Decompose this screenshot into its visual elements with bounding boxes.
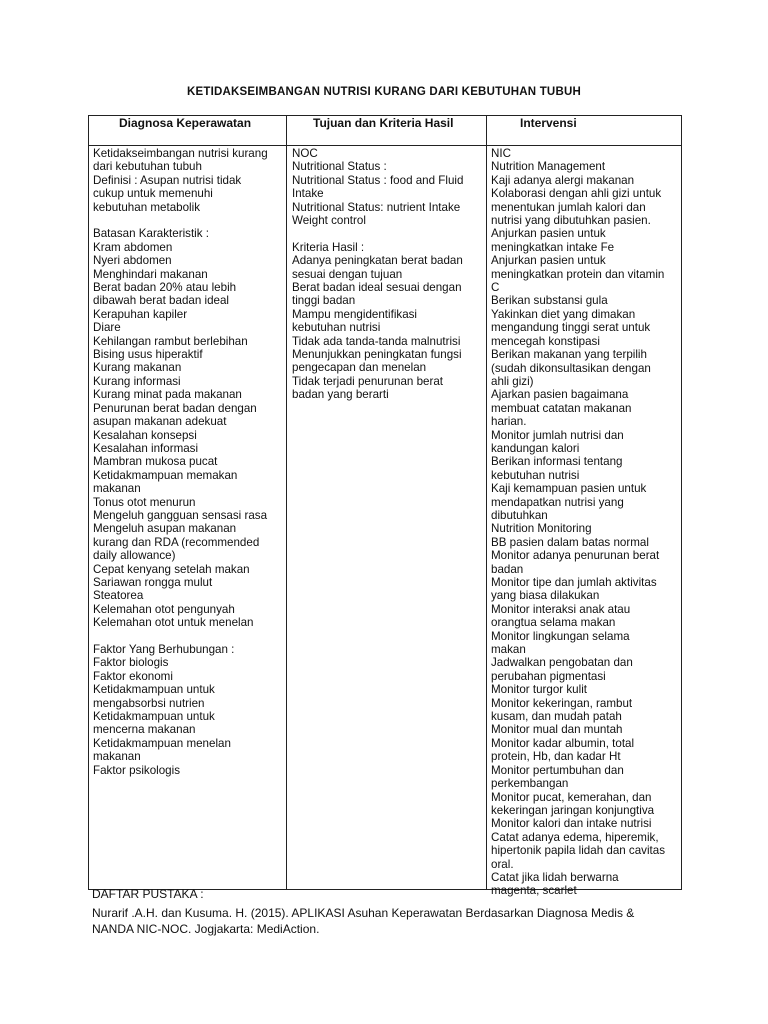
header-tujuan: Tujuan dan Kriteria Hasil bbox=[313, 116, 454, 130]
tujuan-line: Nutritional Status : bbox=[292, 160, 387, 174]
intervensi-line: Monitor kekeringan, rambut bbox=[491, 696, 633, 710]
intervensi-line: Berikan makanan yang terpilih bbox=[491, 348, 647, 362]
header-diagnosa: Diagnosa Keperawatan bbox=[119, 116, 252, 130]
tujuan-cell bbox=[292, 147, 463, 402]
diagnosa-line: Menghindari makanan bbox=[93, 267, 208, 281]
intervensi-line: menentukan jumlah kalori dan bbox=[491, 200, 646, 214]
intervensi-line: makan bbox=[491, 643, 526, 657]
diagnosa-line: Mengeluh gangguan sensasi rasa bbox=[93, 508, 268, 522]
intervensi-line: C bbox=[491, 281, 500, 295]
diagnosa-line: Ketidakmampuan untuk bbox=[93, 710, 215, 724]
diagnosa-line: kebutuhan metabolik bbox=[93, 200, 200, 214]
intervensi-line: membuat catatan makanan bbox=[491, 401, 632, 415]
intervensi-line: Monitor kadar albumin, total bbox=[491, 736, 635, 750]
diagnosa-line: Steatorea bbox=[93, 589, 144, 603]
intervensi-line: Monitor interaksi anak atau bbox=[491, 602, 631, 616]
diagnosa-line: mengabsorbsi nutrien bbox=[93, 696, 205, 710]
diagnosa-line: Faktor ekonomi bbox=[93, 669, 173, 683]
diagnosa-line: Kerapuhan kapiler bbox=[93, 307, 188, 321]
intervensi-line: dibutuhkan bbox=[491, 508, 548, 522]
tujuan-line: Mampu mengidentifikasi bbox=[292, 307, 418, 321]
tujuan-line: tinggi badan bbox=[292, 294, 356, 308]
intervensi-line: Nutrition Monitoring bbox=[491, 522, 592, 536]
intervensi-line: Monitor turgor kulit bbox=[491, 683, 588, 697]
diagnosa-line: makanan bbox=[93, 750, 141, 764]
intervensi-line: kekeringan jaringan konjungtiva bbox=[491, 803, 655, 817]
diagnosa-line: Kurang informasi bbox=[93, 374, 181, 388]
diagnosa-line: Kram abdomen bbox=[93, 240, 173, 254]
intervensi-line: hipertonik papila lidah dan cavitas bbox=[491, 844, 666, 858]
page-title: KETIDAKSEIMBANGAN NUTRISI KURANG DARI KEBUTUHAN TUBUH bbox=[187, 86, 581, 98]
intervensi-cell bbox=[491, 147, 665, 898]
diagnosa-line: Sariawan rongga mulut bbox=[93, 575, 213, 589]
tujuan-line: Intake bbox=[292, 187, 324, 201]
tujuan-line: Nutritional Status : food and Fluid bbox=[292, 173, 464, 187]
diagnosa-line: Kelemahan otot pengunyah bbox=[93, 602, 235, 616]
intervensi-line: magenta, scarlet bbox=[491, 884, 577, 898]
intervensi-line: BB pasien dalam batas normal bbox=[491, 535, 649, 549]
tujuan-line: pengecapan dan menelan bbox=[292, 361, 427, 375]
intervensi-line: Anjurkan pasien untuk bbox=[491, 254, 606, 268]
diagnosa-line: cukup untuk memenuhi bbox=[93, 187, 213, 201]
intervensi-line: perkembangan bbox=[491, 777, 569, 791]
tujuan-line: kebutuhan nutrisi bbox=[292, 321, 381, 335]
intervensi-line: Monitor pucat, kemerahan, dan bbox=[491, 790, 652, 804]
intervensi-line: perubahan pigmentasi bbox=[491, 669, 606, 683]
diagnosa-line: Berat badan 20% atau lebih bbox=[93, 281, 237, 295]
intervensi-line: mengandung tinggi serat untuk bbox=[491, 321, 651, 335]
intervensi-line: Nutrition Management bbox=[491, 160, 606, 174]
intervensi-line: Anjurkan pasien untuk bbox=[491, 227, 606, 241]
intervensi-line: oral. bbox=[491, 857, 514, 871]
diagnosa-line: dibawah berat badan ideal bbox=[93, 294, 230, 308]
intervensi-line: (sudah dikonsultasikan dengan bbox=[491, 361, 651, 375]
diagnosa-line: Mambran mukosa pucat bbox=[93, 455, 218, 469]
diagnosa-line: Ketidakseimbangan nutrisi kurang bbox=[93, 147, 268, 160]
diagnosa-line: Diare bbox=[93, 321, 121, 335]
intervensi-line: orangtua selama makan bbox=[491, 616, 616, 630]
intervensi-line: ahli gizi) bbox=[491, 374, 534, 388]
diagnosa-line: Cepat kenyang setelah makan bbox=[93, 562, 250, 576]
tujuan-line: Berat badan ideal sesuai dengan bbox=[292, 281, 462, 295]
intervensi-line: kandungan kalori bbox=[491, 441, 580, 455]
diagnosa-line bbox=[93, 214, 268, 227]
intervensi-line: Jadwalkan pengobatan dan bbox=[491, 656, 633, 670]
column-divider bbox=[286, 116, 287, 889]
intervensi-line: protein, Hb, dan kadar Ht bbox=[491, 750, 621, 764]
diagnosa-line: makanan bbox=[93, 482, 141, 496]
intervensi-line: harian. bbox=[491, 415, 527, 429]
diagnosa-line: daily allowance) bbox=[93, 549, 176, 563]
tujuan-line: Tidak terjadi penurunan berat bbox=[292, 374, 444, 388]
intervensi-line: Yakinkan diet yang dimakan bbox=[491, 307, 636, 321]
intervensi-line: Monitor tipe dan jumlah aktivitas bbox=[491, 576, 657, 589]
diagnosa-line: Ketidakmampuan menelan bbox=[93, 736, 231, 750]
intervensi-line: kebutuhan nutrisi bbox=[491, 468, 580, 482]
intervensi-line: kusam, dan mudah patah bbox=[491, 710, 622, 724]
diagnosa-line: Kelemahan otot untuk menelan bbox=[93, 616, 254, 630]
diagnosa-line: Definisi : Asupan nutrisi tidak bbox=[93, 173, 242, 187]
diagnosa-line: Ketidakmampuan memakan bbox=[93, 468, 238, 482]
intervensi-line: badan bbox=[491, 562, 524, 576]
diagnosa-line: kurang dan RDA (recommended bbox=[93, 535, 260, 549]
header-intervensi: Intervensi bbox=[520, 116, 577, 130]
column-divider bbox=[486, 116, 487, 889]
intervensi-line: meningkatkan protein dan vitamin bbox=[491, 267, 665, 281]
diagnosa-line: Kurang minat pada makanan bbox=[93, 388, 242, 402]
intervensi-line: Monitor lingkungan selama bbox=[491, 629, 630, 643]
diagnosa-line: Penurunan berat badan dengan bbox=[93, 401, 257, 415]
intervensi-line: Monitor pertumbuhan dan bbox=[491, 763, 624, 777]
intervensi-line: Berikan substansi gula bbox=[491, 294, 608, 308]
tujuan-line: Nutritional Status: nutrient Intake bbox=[292, 200, 461, 214]
diagnosa-line: Ketidakmampuan untuk bbox=[93, 683, 215, 697]
intervensi-line: yang biasa dilakukan bbox=[491, 589, 600, 603]
diagnosa-line: Tonus otot menurun bbox=[93, 495, 196, 509]
diagnosa-line: Bising usus hiperaktif bbox=[93, 348, 203, 362]
diagnosa-line bbox=[93, 630, 268, 643]
tujuan-line: Menunjukkan peningkatan fungsi bbox=[292, 348, 462, 362]
intervensi-line: Berikan informasi tentang bbox=[491, 455, 623, 469]
diagnosa-line: Kurang makanan bbox=[93, 361, 182, 375]
diagnosa-line: dari kebutuhan tubuh bbox=[93, 160, 202, 174]
intervensi-line: Kaji kemampuan pasien untuk bbox=[491, 482, 647, 496]
tujuan-line bbox=[292, 227, 463, 240]
intervensi-line: mencegah konstipasi bbox=[491, 334, 600, 348]
diagnosa-line: mencerna makanan bbox=[93, 723, 196, 737]
intervensi-line: Catat jika lidah berwarna bbox=[491, 870, 619, 884]
intervensi-line: Ajarkan pasien bagaimana bbox=[491, 388, 629, 402]
intervensi-line: mendapatkan nutrisi yang bbox=[491, 495, 624, 509]
diagnosa-line: Batasan Karakteristik : bbox=[93, 227, 209, 241]
diagnosa-line: Kesalahan konsepsi bbox=[93, 428, 197, 442]
tujuan-line: Weight control bbox=[292, 214, 366, 228]
diagnosa-line: Mengeluh asupan makanan bbox=[93, 522, 237, 536]
reference-line: Nurarif .A.H. dan Kusuma. H. (2015). APLIKASI Asuhan Keperawatan Berdasarkan Diagnosa Medis & bbox=[92, 906, 635, 920]
diagnosa-cell bbox=[93, 147, 268, 777]
intervensi-line: Catat adanya edema, hiperemik, bbox=[491, 830, 659, 844]
intervensi-line: Kolaborasi dengan ahli gizi untuk bbox=[491, 187, 662, 201]
intervensi-line: NIC bbox=[491, 147, 511, 160]
tujuan-line: NOC bbox=[292, 147, 318, 160]
diagnosa-line: Kehilangan rambut berlebihan bbox=[93, 334, 248, 348]
tujuan-line: Tidak ada tanda-tanda malnutrisi bbox=[292, 334, 461, 348]
diagnosa-line: asupan makanan adekuat bbox=[93, 415, 227, 429]
intervensi-line: Monitor adanya penurunan berat bbox=[491, 549, 660, 563]
intervensi-line: nutrisi yang dibutuhkan pasien. bbox=[491, 214, 651, 228]
intervensi-line: Monitor kalori dan intake nutrisi bbox=[491, 817, 652, 831]
diagnosa-line: Faktor biologis bbox=[93, 656, 169, 670]
intervensi-line: meningkatkan intake Fe bbox=[491, 240, 615, 254]
reference-line: NANDA NIC-NOC. Jogjakarta: MediAction. bbox=[92, 921, 320, 936]
tujuan-line: sesuai dengan tujuan bbox=[292, 267, 403, 281]
diagnosa-line: Faktor psikologis bbox=[93, 763, 180, 777]
diagnosa-line: Kesalahan informasi bbox=[93, 441, 199, 455]
tujuan-line: Kriteria Hasil : bbox=[292, 240, 365, 254]
tujuan-line: badan yang berarti bbox=[292, 388, 389, 402]
diagnosa-line: Faktor Yang Berhubungan : bbox=[93, 643, 235, 656]
references-heading: DAFTAR PUSTAKA : bbox=[92, 887, 204, 901]
intervensi-line: Monitor jumlah nutrisi dan bbox=[491, 428, 624, 442]
intervensi-line: Kaji adanya alergi makanan bbox=[491, 173, 635, 187]
reference-entry bbox=[92, 906, 692, 937]
tujuan-line: Adanya peningkatan berat badan bbox=[292, 254, 463, 268]
intervensi-line: Monitor mual dan muntah bbox=[491, 723, 623, 737]
diagnosa-line: Nyeri abdomen bbox=[93, 254, 172, 268]
